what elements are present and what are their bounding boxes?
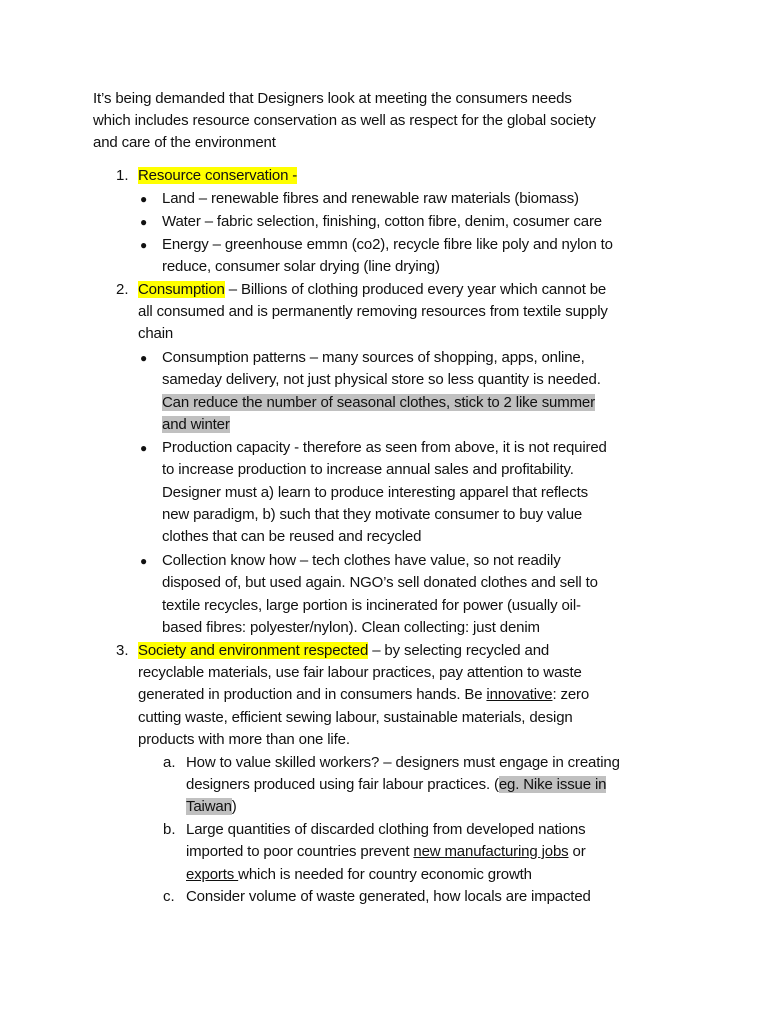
sub-item-a-text: designers produced using fair labour practices. ( bbox=[186, 776, 499, 793]
sub-item-b-label: b. bbox=[163, 821, 176, 838]
s2-bullet-production-1: Production capacity - therefore as seen from above, it is not required bbox=[162, 439, 607, 456]
sub-item-a-label: a. bbox=[163, 754, 176, 771]
s2-bullet-production-5: clothes that can be reused and recycled bbox=[162, 528, 422, 545]
section-3-text: – by selecting recycled and bbox=[368, 642, 550, 659]
section-1-heading: Resource conservation - bbox=[138, 167, 298, 184]
section-1-number: 1. bbox=[116, 167, 129, 184]
bullet-icon: ● bbox=[140, 192, 148, 206]
section-3-heading: Society and environment respected bbox=[138, 642, 369, 659]
s1-bullet-land: Land – renewable fibres and renewable raw materials (biomass) bbox=[162, 190, 579, 207]
bullet-icon: ● bbox=[140, 554, 148, 568]
intro-line-2: which includes resource conservation as well as respect for the global society bbox=[93, 112, 596, 129]
sub-item-c-line-1: Consider volume of waste generated, how locals are impacted bbox=[186, 888, 591, 905]
s2-bullet-collection-2: disposed of, but used again. NGO’s sell donated clothes and sell to bbox=[162, 574, 598, 591]
sub-item-b-text: imported to poor countries prevent bbox=[186, 843, 414, 860]
section-3-line-1 bbox=[138, 641, 549, 661]
section-3-line-4: cutting waste, efficient sewing labour, sustainable materials, design bbox=[138, 709, 573, 726]
section-3-text: generated in production and in consumers hands. Be bbox=[138, 686, 487, 703]
underlined-innovative: innovative bbox=[486, 686, 553, 703]
highlighted-text: Can reduce the number of seasonal clothes, stick to 2 like summer bbox=[162, 394, 595, 411]
s2-bullet-consumption-2: sameday delivery, not just physical store so less quantity is needed. bbox=[162, 371, 601, 388]
underlined-jobs: new manufacturing jobs bbox=[413, 843, 569, 860]
section-2-line-1 bbox=[138, 280, 606, 300]
section-3-line-2: recyclable materials, use fair labour practices, pay attention to waste bbox=[138, 664, 582, 681]
s2-bullet-consumption-4 bbox=[162, 415, 230, 435]
s2-bullet-production-2: to increase production to increase annual sales and profitability. bbox=[162, 461, 574, 478]
section-2-number: 2. bbox=[116, 281, 129, 298]
sub-item-a-line-1: How to value skilled workers? – designers must engage in creating bbox=[186, 754, 620, 771]
highlighted-text: and winter bbox=[162, 416, 230, 433]
sub-item-b-text: or bbox=[568, 843, 586, 860]
sub-item-b-text: which is needed for country economic growth bbox=[238, 866, 532, 883]
bullet-icon: ● bbox=[140, 441, 148, 455]
section-3-line-5: products with more than one life. bbox=[138, 731, 350, 748]
s1-bullet-energy-1: Energy – greenhouse emmn (co2), recycle fibre like poly and nylon to bbox=[162, 236, 613, 253]
sub-item-c-label: c. bbox=[163, 888, 175, 905]
bullet-icon: ● bbox=[140, 351, 148, 365]
sub-item-b-line-1: Large quantities of discarded clothing from developed nations bbox=[186, 821, 586, 838]
section-3-line-3 bbox=[138, 685, 589, 705]
intro-line-1: It’s being demanded that Designers look at meeting the consumers needs bbox=[93, 90, 572, 107]
sub-item-b-line-2 bbox=[186, 842, 586, 862]
s1-bullet-water: Water – fabric selection, finishing, cotton fibre, denim, cosumer care bbox=[162, 213, 602, 230]
highlighted-text: eg. Nike issue in bbox=[498, 776, 607, 793]
sub-item-a-line-3 bbox=[186, 797, 237, 817]
section-2-text: – Billions of clothing produced every year which cannot be bbox=[224, 281, 607, 298]
intro-line-3: and care of the environment bbox=[93, 134, 276, 151]
sub-item-a-line-2 bbox=[186, 775, 606, 795]
s2-bullet-consumption-3 bbox=[162, 393, 595, 413]
section-3-number: 3. bbox=[116, 642, 129, 659]
section-3-text: : zero bbox=[552, 686, 590, 703]
section-2-line-3: chain bbox=[138, 325, 174, 342]
s2-bullet-production-4: new paradigm, b) such that they motivate consumer to buy value bbox=[162, 506, 583, 523]
s2-bullet-collection-3: textile recycles, large portion is incinerated for power (usually oil- bbox=[162, 597, 581, 614]
section-2-line-2: all consumed and is permanently removing resources from textile supply bbox=[138, 303, 608, 320]
section-1-heading-line bbox=[138, 166, 297, 186]
s2-bullet-consumption-1: Consumption patterns – many sources of shopping, apps, online, bbox=[162, 349, 585, 366]
bullet-icon: ● bbox=[140, 238, 148, 252]
s1-bullet-energy-2: reduce, consumer solar drying (line drying) bbox=[162, 258, 440, 275]
section-2-heading: Consumption bbox=[138, 281, 225, 298]
s2-bullet-collection-4: based fibres: polyester/nylon). Clean collecting: just denim bbox=[162, 619, 540, 636]
bullet-icon: ● bbox=[140, 215, 148, 229]
sub-item-b-line-3 bbox=[186, 865, 532, 885]
s2-bullet-production-3: Designer must a) learn to produce interesting apparel that reflects bbox=[162, 484, 589, 501]
sub-item-a-text: ) bbox=[231, 798, 237, 815]
highlighted-text: Taiwan bbox=[186, 798, 232, 815]
s2-bullet-collection-1: Collection know how – tech clothes have value, so not readily bbox=[162, 552, 561, 569]
underlined-exports: exports bbox=[186, 866, 239, 883]
